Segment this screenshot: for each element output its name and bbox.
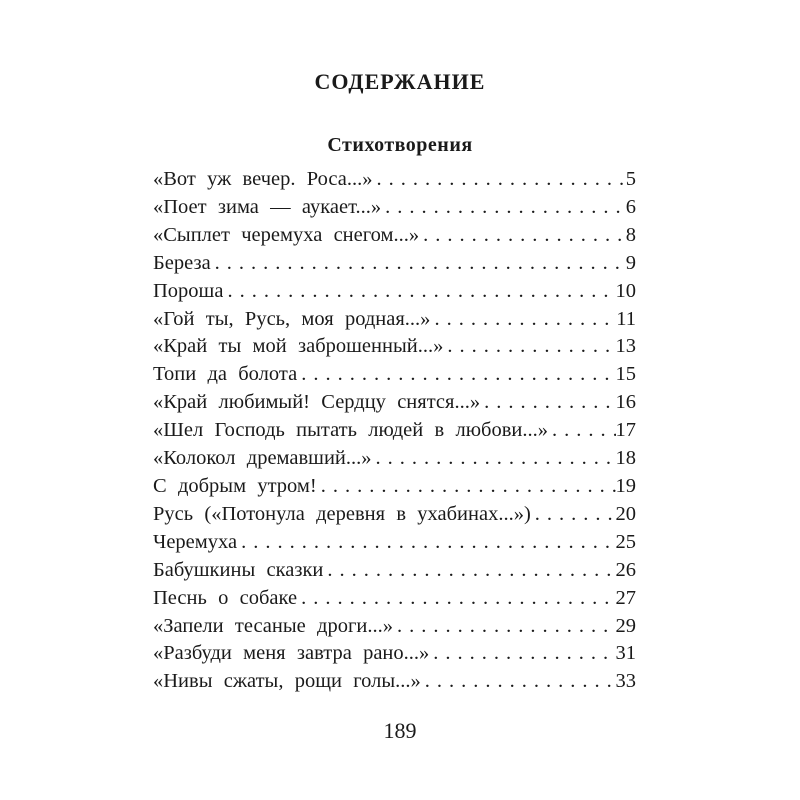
toc-entry-page-number: 6 [625,195,636,218]
toc-row [153,361,636,389]
toc-dot-leader [535,501,616,529]
toc-row [153,250,636,278]
toc-row [153,445,636,473]
page-number: 189 [383,718,417,743]
toc-dot-leader [321,473,616,501]
toc-entry-title: С добрым утром! [153,474,317,497]
toc-row [153,529,636,557]
toc-dot-leader [227,278,615,306]
toc-dot-leader [447,333,615,361]
toc-entry-page-number: 9 [625,251,636,274]
toc-row [153,306,636,334]
toc-row [153,501,636,529]
toc-entry-title: «Разбуди меня завтра рано...» [153,642,430,665]
toc-entry-title: Береза [153,251,211,274]
toc-entry-title: «Колокол дремавший...» [153,447,372,470]
toc-entry-page-number: 33 [615,670,636,693]
toc-entry-page-number: 5 [625,168,636,190]
toc-entry-title: Топи да болота [153,363,298,386]
toc-entry-page-number: 16 [615,391,636,414]
toc-entry-title: «Гой ты, Русь, моя родная...» [153,307,431,330]
toc-entry-title: «Сыплет черемуха снегом...» [153,223,420,246]
toc-row [153,585,636,613]
toc-row [153,333,636,361]
toc-dot-leader [241,529,615,557]
toc-dot-leader [397,613,616,641]
toc-row [153,278,636,306]
toc-dot-leader [423,222,626,250]
toc-entry-page-number: 18 [615,447,636,470]
toc-dot-leader [215,250,626,278]
toc-row [153,417,636,445]
toc-entry-title: Черемуха [153,530,238,553]
toc-entry-page-number: 15 [615,363,636,386]
toc-row [153,222,636,250]
toc-entry-page-number: 11 [616,307,636,330]
toc-dot-leader [377,166,626,194]
toc-dot-leader [327,557,615,585]
toc-section-heading: Стихотворения [327,134,473,156]
toc-entry-title: «Край ты мой заброшенный...» [153,335,444,358]
toc-entry-title: «Вот уж вечер. Роса...» [153,168,373,190]
toc-entry-title: Песнь о собаке [153,586,298,609]
toc-entry-title: Бабушкины сказки [153,558,324,581]
toc-row [153,389,636,417]
toc-dot-leader [552,417,616,445]
toc-entry-title: «Нивы сжаты, рощи голы...» [153,670,421,693]
toc-list [153,166,636,696]
toc-entry-title: «Шел Господь пытать людей в любови...» [153,419,548,442]
toc-row [153,613,636,641]
toc-dot-leader [301,585,615,613]
toc-entry-title: «Поет зима — аукает...» [153,195,382,218]
toc-entry-title: Пороша [153,279,224,302]
toc-entry-title: Русь («Потонула деревня в ухабинах...») [153,502,531,525]
toc-entry-page-number: 31 [615,642,636,665]
toc-entry-title: «Запели тесаные дроги...» [153,614,393,637]
toc-entry-page-number: 17 [615,419,636,442]
toc-entry-page-number: 13 [615,335,636,358]
toc-row [153,473,636,501]
toc-dot-leader [425,668,616,696]
toc-row [153,640,636,668]
toc-entry-page-number: 20 [615,502,636,525]
toc-dot-leader [433,640,615,668]
toc-dot-leader [376,445,616,473]
toc-entry-title: «Край любимый! Сердцу снятся...» [153,391,481,414]
toc-dot-leader [301,361,615,389]
toc-dot-leader [385,194,626,222]
toc-entry-page-number: 10 [615,279,636,302]
toc-entry-page-number: 8 [625,223,636,246]
toc-entry-page-number: 29 [615,614,636,637]
toc-dot-leader [484,389,615,417]
toc-dot-leader [434,306,616,334]
toc-entry-page-number: 26 [615,558,636,581]
toc-entry-page-number: 25 [615,530,636,553]
toc-entry-page-number: 27 [615,586,636,609]
toc-row [153,557,636,585]
toc-row [153,166,636,194]
toc-row [153,668,636,696]
toc-entry-page-number: 19 [615,474,636,497]
toc-heading: СОДЕРЖАНИЕ [314,69,486,94]
toc-row [153,194,636,222]
